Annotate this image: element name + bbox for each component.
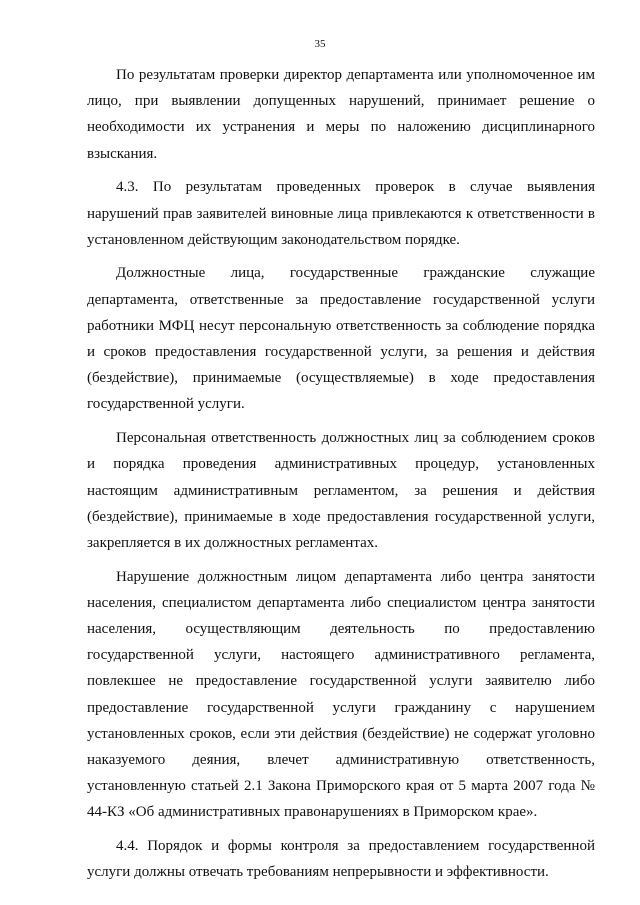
document-body [87, 62, 595, 893]
paragraph-violation-liability: Нарушение должностным лицом департамента либо центра занятости населения, специалистом департамента либо специалистом центра занятости населения, осуществляющим деятельность по предоставлению государственной услуги, настоящего административного регламента, повлекшее не предоставление государственной услуги заявителю либо предоставление государственной услуги гражданину с нарушением установленных сроков, если эти действия (бездействие) не содержат уголовно наказуемого деяния, влечет административную ответственность, установленную статьей 2.1 Закона Приморского края от 5 марта 2007 года № 44-КЗ «Об административных правонарушениях в Приморском крае». [87, 568, 595, 821]
paragraph-personal-responsibility: Персональная ответственность должностных лиц за соблюдением сроков и порядка проведения административных процедур, установленных настоящим административным регламентом, за решения и действия (бездействие), принимаемые в ходе предоставления государственной услуги, закрепляется в их должностных регламентах. [87, 430, 595, 551]
paragraph-inspection-results: По результатам проверки директор департамента или уполномоченное им лицо, при выявлении допущенных нарушений, принимает решение о необходимости их устранения и меры по наложению дисциплинарного взыскания. [87, 67, 595, 162]
paragraph-section-4-4: 4.4. Порядок и формы контроля за предоставлением государственной услуги должны отвечать требованиям непрерывности и эффективности. [87, 838, 595, 881]
paragraph-section-4-3: 4.3. По результатам проведенных проверок в случае выявления нарушений прав заявителей виновные лица привлекаются к ответственности в установленном действующим законодательством порядке. [87, 179, 595, 248]
paragraph-officials-responsibility: Должностные лица, государственные гражданские служащие департамента, ответственные за предоставление государственной услуги работники МФЦ несут персональную ответственность за соблюдение порядка и сроков предоставления государственной услуги, за решения и действия (бездействие), принимаемые (осуществляемые) в ходе предоставления государственной услуги. [87, 265, 595, 413]
page-number: 35 [314, 38, 326, 50]
